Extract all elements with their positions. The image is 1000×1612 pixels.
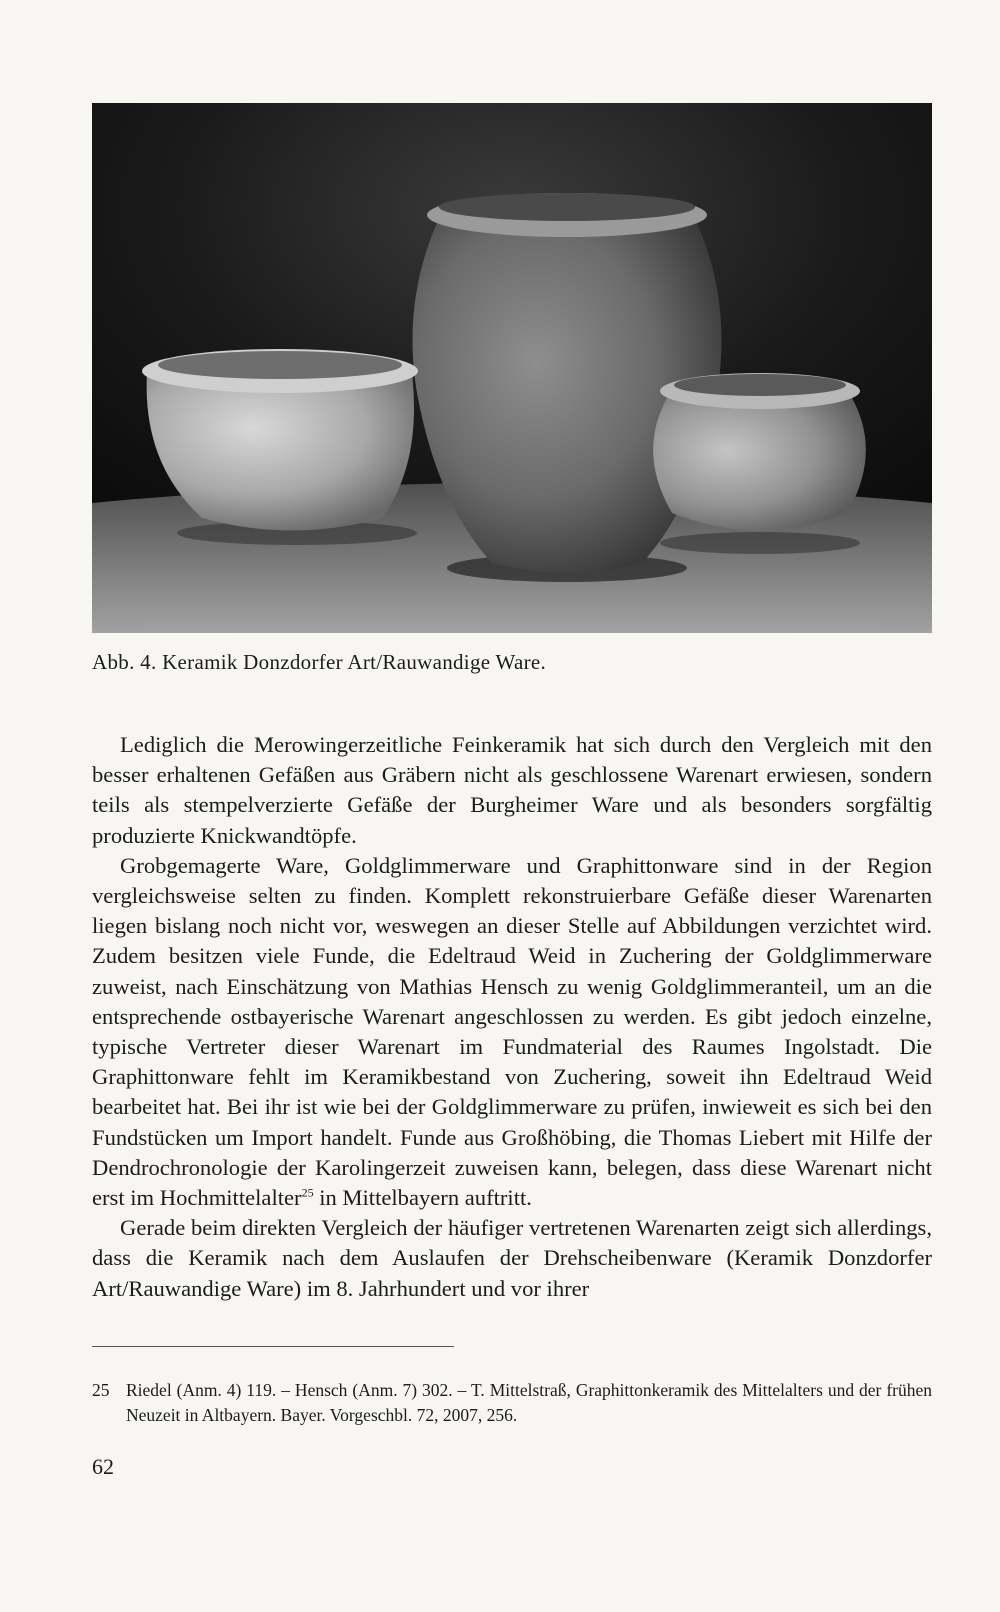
footnote-25 xyxy=(92,1378,932,1428)
figure-caption: Abb. 4. Keramik Donzdorfer Art/Rauwandige Ware. xyxy=(92,650,547,674)
paragraph-2-text: Grobgemagerte Ware, Goldglimmerware und Graphittonware sind in der Region vergleichsweise selten zu finden. Komplett rekonstruierbare Gefäße dieser Warenarten liegen bislang noch nicht vor, weswegen an dieser Stelle auf Abbildungen verzichtet wird. Zudem besitzen viele Funde, die Edeltraud Weid in Zuchering der Goldglimmerware zuweist, nach Einschätzung von Mathias Hensch zu wenig Goldglimmeranteil, um an die entsprechende ostbayerische Warenart angeschlossen zu werden. Es gibt jedoch einzelne, typische Vertreter dieser Warenart im Fundmaterial des Raumes Ingolstadt. Die Graphittonware fehlt im Keramikbestand von Zuchering, soweit ihn Edeltraud Weid bearbeitet hat. Bei ihr ist wie bei der Goldglimmerware zu prüfen, inwieweit es sich bei den Fundstücken um Import handelt. Funde aus Großhöbing, die Thomas Liebert mit Hilfe der Dendrochronologie der Karolingerzeit zuweisen kann, belegen, dass diese Warenart nicht erst im Hochmittelalter xyxy=(92,852,932,1211)
footnote-divider xyxy=(92,1346,454,1347)
footnote-reference[interactable]: 25 xyxy=(301,1185,314,1200)
paragraph-2-text-end: in Mittelbayern auftritt. xyxy=(313,1185,532,1211)
paragraph-1: Lediglich die Merowingerzeitliche Feinkeramik hat sich durch den Vergleich mit den besser erhaltenen Gefäßen aus Gräbern nicht als geschlossene Warenart erwiesen, sondern teils als stempelverzierte Gefäße der Burgheimer Ware und als besonders sorgfältig produzierte Knickwandtöpfe. xyxy=(92,732,932,848)
pottery-illustration xyxy=(92,103,932,633)
paragraph-3: Gerade beim direkten Vergleich der häufiger vertretenen Warenarten zeigt sich allerdings, dass die Keramik nach dem Auslaufen der Drehscheibenware (Keramik Donzdorfer Art/Rauwandige Ware) im 8. Jahrhundert und vor ihrer xyxy=(92,1215,932,1301)
page-number: 62 xyxy=(92,1454,114,1479)
ceramic-vessels-photo xyxy=(92,103,932,633)
paragraph-2 xyxy=(92,851,932,1213)
footnote-number: 25 xyxy=(92,1380,110,1400)
footnote-text: Riedel (Anm. 4) 119. – Hensch (Anm. 7) 302. – T. Mittelstraß, Graphittonkeramik des Mittelalters und der frühen Neuzeit in Altbayern. Bayer. Vorgeschbl. 72, 2007, 256. xyxy=(126,1380,932,1425)
body-text xyxy=(92,730,932,1304)
